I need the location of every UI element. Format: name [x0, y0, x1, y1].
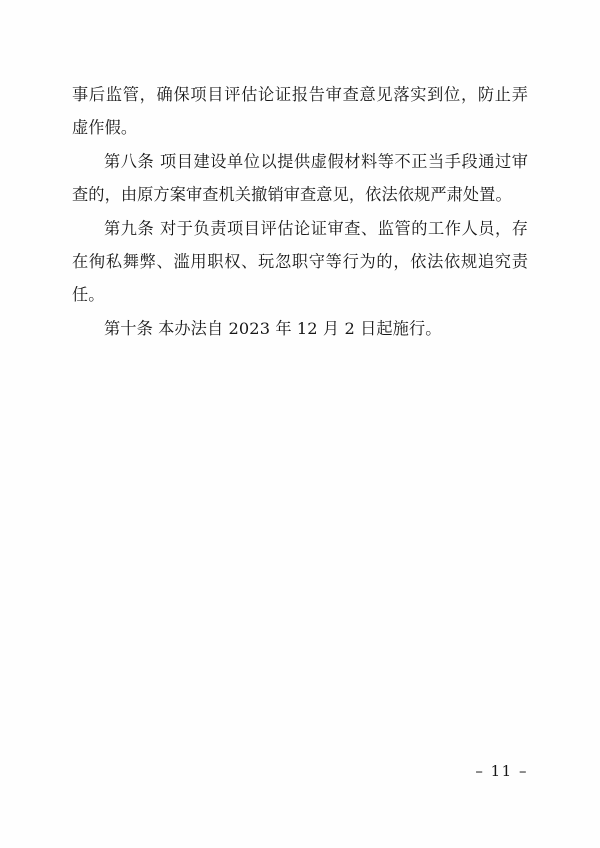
paragraph-article-8: 第八条 项目建设单位以提供虚假材料等不正当手段通过审查的，由原方案审查机关撤销审查意见，依法依规严肃处置。 — [72, 152, 528, 204]
document-body — [72, 78, 528, 345]
paragraph-article-9: 第九条 对于负责项目评估论证审查、监管的工作人员，存在徇私舞弊、滥用职权、玩忽职守等行为的，依法依规追究责任。 — [72, 219, 528, 304]
page-number: – 11 – — [475, 762, 528, 780]
paragraph-article-10: 第十条 本办法自 2023 年 12 月 2 日起施行。 — [104, 319, 442, 338]
paragraph-continuation: 事后监管，确保项目评估论证报告审查意见落实到位，防止弄虚作假。 — [72, 85, 528, 137]
